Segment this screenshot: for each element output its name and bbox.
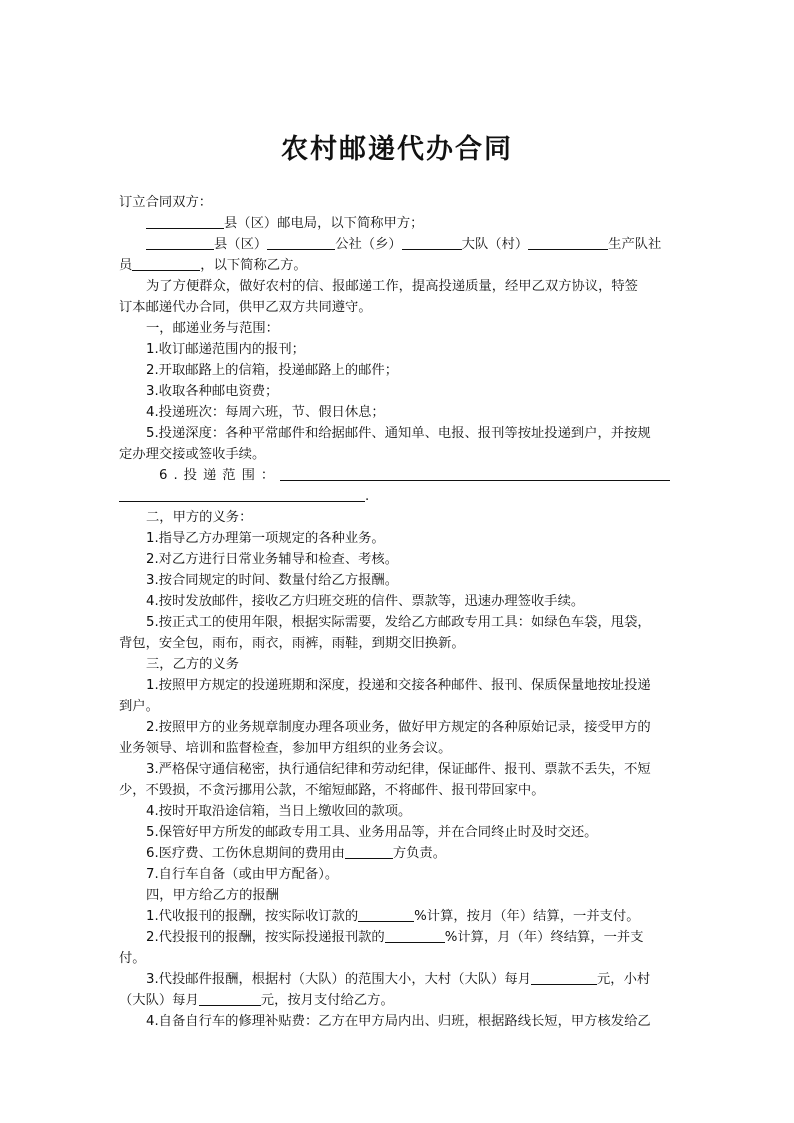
preamble-line: 订本邮递代办合同，供甲乙双方共同遵守。 — [119, 300, 372, 315]
clause-line: 3.严格保守通信秘密，执行通信纪律和劳动纪律，保证邮件、报刊、票款不丢失，不短 — [146, 762, 651, 777]
blank-field — [402, 235, 462, 250]
contract-body — [119, 192, 679, 1032]
clause-line: 1.代收报刊的报酬，按实际收订款的 %计算，按月（年）结算，一并支付。 — [146, 909, 640, 924]
clause-line: 1.按照甲方规定的投递班期和深度，投递和交接各种邮件、报刊、保质保量地按址投递 — [146, 678, 651, 693]
clause-line: 7.自行车自备（或由甲方配备）。 — [146, 867, 339, 882]
clause-line: 业务领导、培训和监督检查，参加甲方组织的业务会议。 — [119, 741, 452, 756]
party-a-line: 县（区）邮电局，以下简称甲方； — [119, 213, 679, 234]
clause-line: 6.投递范围： — [119, 465, 679, 486]
clause-line: 2.对乙方进行日常业务辅导和检查、考核。 — [146, 552, 399, 567]
section-heading: 二，甲方的义务： — [146, 510, 253, 525]
section-heading: 一，邮递业务与范围： — [146, 321, 279, 336]
clause-line: 定办理交接或签收手续。 — [119, 447, 266, 462]
blank-field — [531, 970, 597, 985]
blank-field — [199, 991, 261, 1006]
clause-line: 付。 — [119, 951, 146, 966]
parties-heading: 订立合同双方： — [119, 195, 213, 210]
clause-line: 4.自备自行车的修理补贴费：乙方在甲方局内出、归班，根据路线长短，甲方核发给乙 — [146, 1014, 651, 1029]
clause-line: . — [119, 486, 679, 507]
section-heading: 四，甲方给乙方的报酬 — [146, 888, 279, 903]
clause-line: 5.投递深度：各种平常邮件和给据邮件、通知单、电报、报刊等按址投递到户，并按规 — [146, 426, 651, 441]
clause-line: 1.指导乙方办理第一项规定的各种业务。 — [146, 531, 385, 546]
clause-line: 2.代投报刊的报酬，按实际投递报刊款的 %计算，月（年）终结算，一并支 — [146, 930, 644, 945]
preamble-line: 为了方便群众，做好农村的信、报邮递工作，提高投递质量，经甲乙双方协议，特签 — [146, 279, 638, 294]
party-b-line-cont: 员 ，以下简称乙方。 — [119, 258, 307, 273]
clause-line: 2.开取邮路上的信箱，投递邮路上的邮件； — [146, 363, 399, 378]
document-title: 农村邮递代办合同 — [281, 134, 513, 165]
blank-field — [146, 235, 214, 250]
clause-line: 3.收取各种邮电资费； — [146, 384, 279, 399]
blank-field — [528, 235, 608, 250]
blank-field — [358, 907, 414, 922]
clause-line: 3.代投邮件报酬，根据村（大队）的范围大小，大村（大队）每月 元，小村 — [146, 972, 651, 987]
blank-field — [146, 214, 224, 229]
party-b-line: 县（区） 公社（乡） 大队（村） 生产队社 — [119, 234, 679, 255]
clause-line: 5.保管好甲方所发的邮政专用工具、业务用品等，并在合同终止时及时交还。 — [146, 825, 598, 840]
clause-line: 4.按时开取沿途信箱，当日上缴收回的款项。 — [146, 804, 412, 819]
blank-field — [280, 466, 670, 481]
clause-line: （大队）每月 元，按月支付给乙方。 — [119, 993, 394, 1008]
clause-line: 到户。 — [119, 699, 159, 714]
clause-line: 4.按时发放邮件，接收乙方归班交班的信件、票款等，迅速办理签收手续。 — [146, 594, 585, 609]
blank-field — [132, 256, 200, 271]
clause-line: 背包，安全包，雨布，雨衣，雨裤，雨鞋，到期交旧换新。 — [119, 636, 465, 651]
clause-line: 4.投递班次：每周六班，节、假日休息； — [146, 405, 385, 420]
clause-line: 1.收订邮递范围内的报刊； — [146, 342, 305, 357]
clause-line: 少，不毁损，不贪污挪用公款，不缩短邮路，不将邮件、报刊带回家中。 — [119, 783, 545, 798]
clause-line: 2.按照甲方的业务规章制度办理各项业务，做好甲方规定的各种原始记录，接受甲方的 — [146, 720, 651, 735]
blank-field — [345, 844, 393, 859]
blank-field — [119, 487, 365, 502]
blank-field — [385, 928, 445, 943]
clause-line: 6.医疗费、工伤休息期间的费用由 方负责。 — [146, 846, 447, 861]
clause-line: 5.按正式工的使用年限，根据实际需要，发给乙方邮政专用工具：如绿色车袋，甩袋， — [146, 615, 651, 630]
section-heading: 三，乙方的义务 — [146, 657, 240, 672]
blank-field — [267, 235, 335, 250]
clause-line: 3.按合同规定的时间、数量付给乙方报酬。 — [146, 573, 399, 588]
